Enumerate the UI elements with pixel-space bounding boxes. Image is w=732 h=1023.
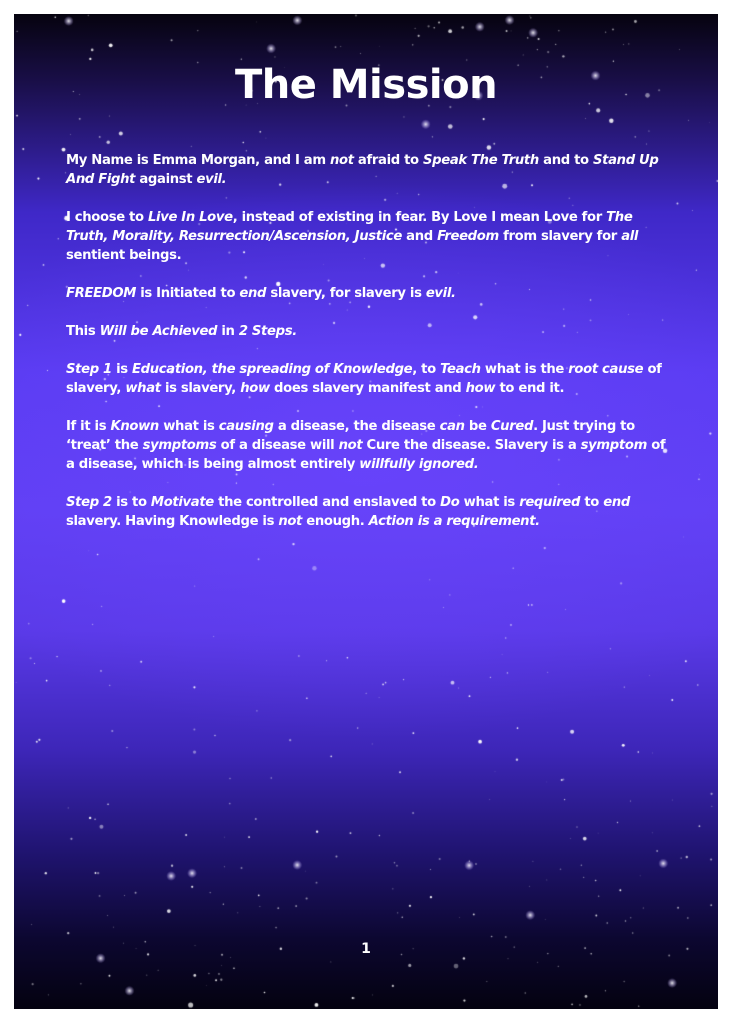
text-run: I choose to	[66, 210, 148, 225]
text-run: be	[464, 419, 491, 434]
text-run: Cure the disease. Slavery is a	[362, 438, 581, 453]
text-run: from slavery for	[498, 229, 622, 244]
text-run: is Initiated to	[136, 286, 240, 301]
text-run: enough.	[302, 514, 369, 529]
emphasis-text: end	[603, 495, 630, 510]
emphasis-text: Known	[110, 419, 159, 434]
emphasis-text: 2 Steps.	[238, 324, 297, 339]
emphasis-text: symptoms	[142, 438, 217, 453]
emphasis-text: Stand Up And Fight	[66, 153, 659, 187]
text-run: in	[217, 324, 239, 339]
text-run: and	[401, 229, 438, 244]
emphasis-text: evil.	[196, 172, 227, 187]
text-run: sentient beings.	[66, 248, 182, 263]
text-run: does slavery manifest and	[269, 381, 466, 396]
emphasis-text: not	[338, 438, 363, 453]
emphasis-text: evil.	[425, 286, 456, 301]
text-run: . Just trying to ‘treat’ the	[66, 419, 635, 453]
text-run: This	[66, 324, 100, 339]
emphasis-text: Freedom	[437, 229, 499, 244]
text-run: a disease, the disease	[273, 419, 440, 434]
emphasis-text: not	[278, 514, 303, 529]
paragraph	[66, 493, 674, 531]
text-run: is to	[111, 495, 151, 510]
body-text	[66, 151, 674, 550]
emphasis-text: can	[439, 419, 465, 434]
emphasis-text: FREEDOM	[66, 286, 137, 301]
page-number: 1	[361, 941, 371, 957]
text-run: what is	[158, 419, 219, 434]
text-run: to end it.	[495, 381, 565, 396]
emphasis-text: Step 1	[66, 362, 112, 377]
paragraph	[66, 151, 674, 189]
text-run: is	[111, 362, 133, 377]
emphasis-text: The Truth, Morality, Resurrection/Ascension, Justice	[66, 210, 633, 244]
emphasis-text: all	[621, 229, 639, 244]
emphasis-text: Will be Achieved	[99, 324, 218, 339]
text-run: the controlled and enslaved to	[213, 495, 441, 510]
emphasis-text: end	[239, 286, 267, 301]
emphasis-text: Teach	[440, 362, 481, 377]
emphasis-text: Step 2	[66, 495, 112, 510]
text-run: what is	[459, 495, 520, 510]
document-page	[14, 14, 718, 1009]
paragraph	[66, 417, 674, 474]
page-title: The Mission	[234, 62, 498, 108]
emphasis-text: required	[519, 495, 581, 510]
emphasis-text: causing	[218, 419, 274, 434]
emphasis-text: root cause	[568, 362, 644, 377]
emphasis-text: willfully ignored.	[359, 457, 479, 472]
text-run: against	[135, 172, 197, 187]
emphasis-text: symptom	[580, 438, 647, 453]
emphasis-text: how	[240, 381, 270, 396]
text-run: My Name is Emma Morgan, and I am	[66, 153, 330, 168]
emphasis-text: not	[329, 153, 354, 168]
text-run: what is the	[480, 362, 569, 377]
text-run: is slavery,	[160, 381, 241, 396]
text-run: of a disease will	[216, 438, 339, 453]
paragraph	[66, 322, 674, 341]
text-run: of a disease, which is being almost entirely	[66, 438, 666, 472]
text-run: , instead of existing in fear. By Love I mean Love for	[232, 210, 607, 225]
emphasis-text: Action is a requirement.	[368, 514, 540, 529]
emphasis-text: Education, the spreading of Knowledge	[132, 362, 413, 377]
emphasis-text: Motivate	[150, 495, 214, 510]
text-run: If it is	[66, 419, 111, 434]
paragraph	[66, 284, 674, 303]
text-run: and to	[538, 153, 594, 168]
emphasis-text: what	[125, 381, 161, 396]
paragraph	[66, 208, 674, 265]
text-run: to	[580, 495, 604, 510]
text-run: slavery. Having Knowledge is	[66, 514, 279, 529]
text-run: , to	[412, 362, 441, 377]
emphasis-text: Speak The Truth	[422, 153, 539, 168]
text-run: of slavery,	[66, 362, 662, 396]
text-run: slavery, for slavery is	[266, 286, 426, 301]
emphasis-text: Cured	[490, 419, 534, 434]
text-run: afraid to	[353, 153, 423, 168]
paragraph	[66, 360, 674, 398]
emphasis-text: Live In Love	[147, 210, 233, 225]
emphasis-text: how	[465, 381, 496, 396]
emphasis-text: Do	[440, 495, 460, 510]
